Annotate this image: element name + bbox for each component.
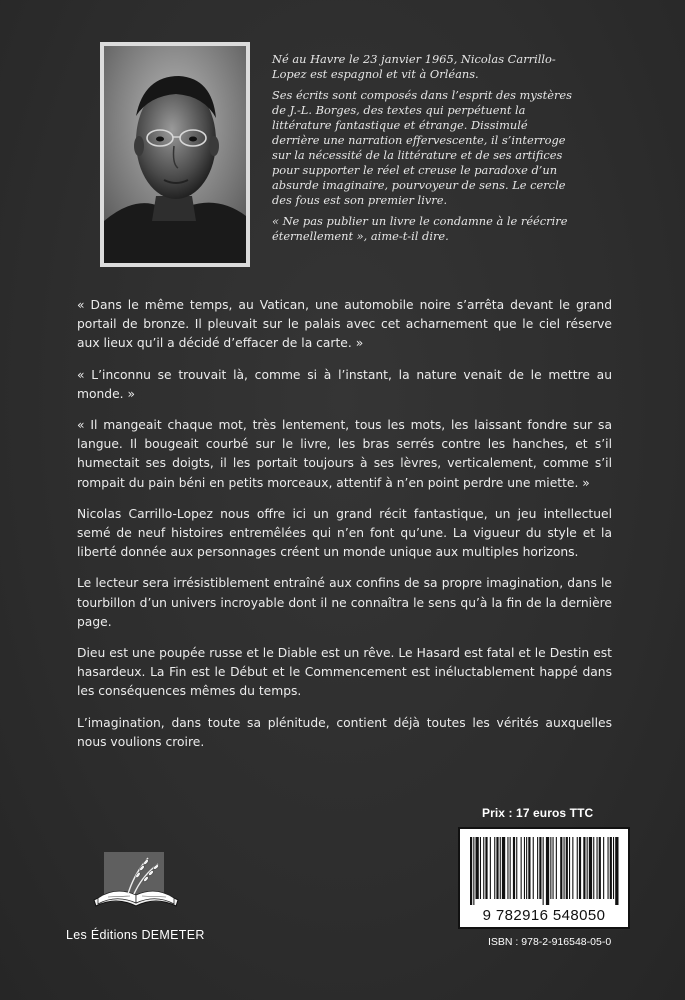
- barcode-bar: [485, 837, 487, 899]
- barcode-bar: [516, 837, 517, 899]
- blurb-paragraph: Dieu est une poupée russe et le Diable est un rêve. Le Hasard est fatal et le Destin est hasardeux. La Fin est le Début et le Commencement est inéluctablement happé dans les conséquences mêmes du temps.: [77, 646, 612, 699]
- barcode-bar: [521, 837, 522, 899]
- barcode-bar: [615, 837, 618, 905]
- author-photo: [100, 42, 250, 267]
- barcode-bar: [476, 837, 479, 899]
- barcode-bar: [597, 837, 598, 899]
- barcode-bar: [546, 837, 549, 905]
- barcode-bars: [468, 837, 620, 905]
- barcode-bar: [494, 837, 495, 899]
- bio-paragraph: Ses écrits sont composés dans l’esprit des mystères de J.-L. Borges, des textes qui perpétuent la littérature fantastique et étrange. Dissimulé derrière une narration effervescente, il s’interroge sur la nécessité de la littérature et de ses artifices pour supporter le réel et creuse le paradoxe d’un absurde imaginaire, pourvoyeur de sens. Le cercle des fous est son premier livre.: [272, 88, 572, 207]
- barcode-bar: [490, 837, 491, 899]
- barcode-bar: [572, 837, 573, 899]
- barcode-bar: [583, 837, 585, 899]
- blurb-paragraph: Nicolas Carrillo-Lopez nous offre ici un grand récit fantastique, un jeu intellectuel semé de neuf histoires entremêlées qui n’en font qu’une. La vigueur du style et la liberté donnée aux personnages créent un monde unique aux multiples horizons.: [77, 506, 612, 560]
- isbn-label: ISBN : 978-2-916548-05-0: [488, 936, 612, 948]
- barcode-bar: [483, 837, 484, 899]
- bio-paragraph: Né au Havre le 23 janvier 1965, Nicolas Carrillo-Lopez est espagnol et vit à Orléans.: [272, 52, 556, 81]
- barcode-digits: 9 782916 548050: [482, 907, 606, 924]
- bio-quote: « Ne pas publier un livre le condamne à le réécrire éternellement », aime-t-il dire.: [272, 214, 568, 243]
- barcode-bar: [553, 837, 554, 899]
- barcode-bar: [537, 837, 538, 899]
- barcode-bar: [560, 837, 562, 899]
- barcode-bar: [510, 837, 511, 899]
- barcode-bar: [502, 837, 505, 899]
- barcode-bar: [608, 837, 609, 899]
- barcode-bar: [610, 837, 612, 899]
- barcode-bar: [524, 837, 525, 899]
- barcode-bar: [577, 837, 578, 899]
- barcode-bar: [470, 837, 472, 905]
- author-bio: [272, 52, 572, 250]
- barcode-bar: [507, 837, 508, 899]
- blurb-paragraph: Le lecteur sera irrésistiblement entraîné aux confins de sa propre imagination, dans le tourbillon d’un univers incroyable dont il ne connaîtra le sens qu’à la fin de la dernière page.: [77, 576, 612, 629]
- blurb-paragraph: « Il mangeait chaque mot, très lentement, tous les mots, les laissant fondre sur sa langue. Il bougeait courbé sur le livre, les bras serrés contre les hanches, et s’il humectait ses doigts, il les portait toujours à ses lèvres, verticalement, comme s’il rompait du pain béni en petits morceaux, attentif à n’en point perdre une miette. »: [77, 418, 612, 490]
- blurb: [77, 296, 612, 764]
- barcode-bar: [539, 837, 541, 899]
- barcode-bar: [603, 837, 604, 899]
- barcode-bar: [480, 837, 481, 899]
- barcode-bar: [473, 837, 474, 905]
- barcode-bar: [599, 837, 601, 899]
- publisher-logo: [88, 848, 184, 918]
- price-label: Prix : 17 euros TTC: [482, 806, 594, 820]
- barcode-bar: [593, 837, 594, 899]
- barcode-bar: [587, 837, 588, 899]
- author-portrait-icon: [104, 46, 246, 263]
- publisher-name: Les Éditions DEMETER: [66, 928, 205, 942]
- barcode: [458, 827, 630, 929]
- barcode-bar: [569, 837, 570, 899]
- barcode-bar: [543, 837, 544, 905]
- blurb-paragraph: « L’inconnu se trouvait là, comme si à l’instant, la nature venait de le mettre au monde. »: [77, 367, 612, 401]
- barcode-bar: [556, 837, 557, 899]
- barcode-bar: [589, 837, 592, 899]
- blurb-paragraph: « Dans le même temps, au Vatican, une automobile noire s’arrêta devant le grand portail de bronze. Il pleuvait sur le palais avec cet acharnement que le ciel réserve aux lieux qu’il a décidé d’effacer de la carte. »: [77, 298, 612, 351]
- barcode-bar: [613, 837, 614, 899]
- barcode-bar: [526, 837, 527, 899]
- blurb-paragraph: L’imagination, dans toute sa plénitude, contient déjà toutes les vérités auxquelles nous voulions croire.: [77, 715, 612, 749]
- barcode-bar: [513, 837, 515, 899]
- barcode-bar: [579, 837, 581, 899]
- barcode-bar: [496, 837, 498, 899]
- open-book-with-wheat-icon: [88, 848, 184, 918]
- barcode-bar: [566, 837, 568, 899]
- barcode-bar: [500, 837, 501, 899]
- barcode-bar: [533, 837, 534, 899]
- barcode-bar: [528, 837, 530, 899]
- barcode-bar: [550, 837, 551, 899]
- barcode-bar: [564, 837, 565, 899]
